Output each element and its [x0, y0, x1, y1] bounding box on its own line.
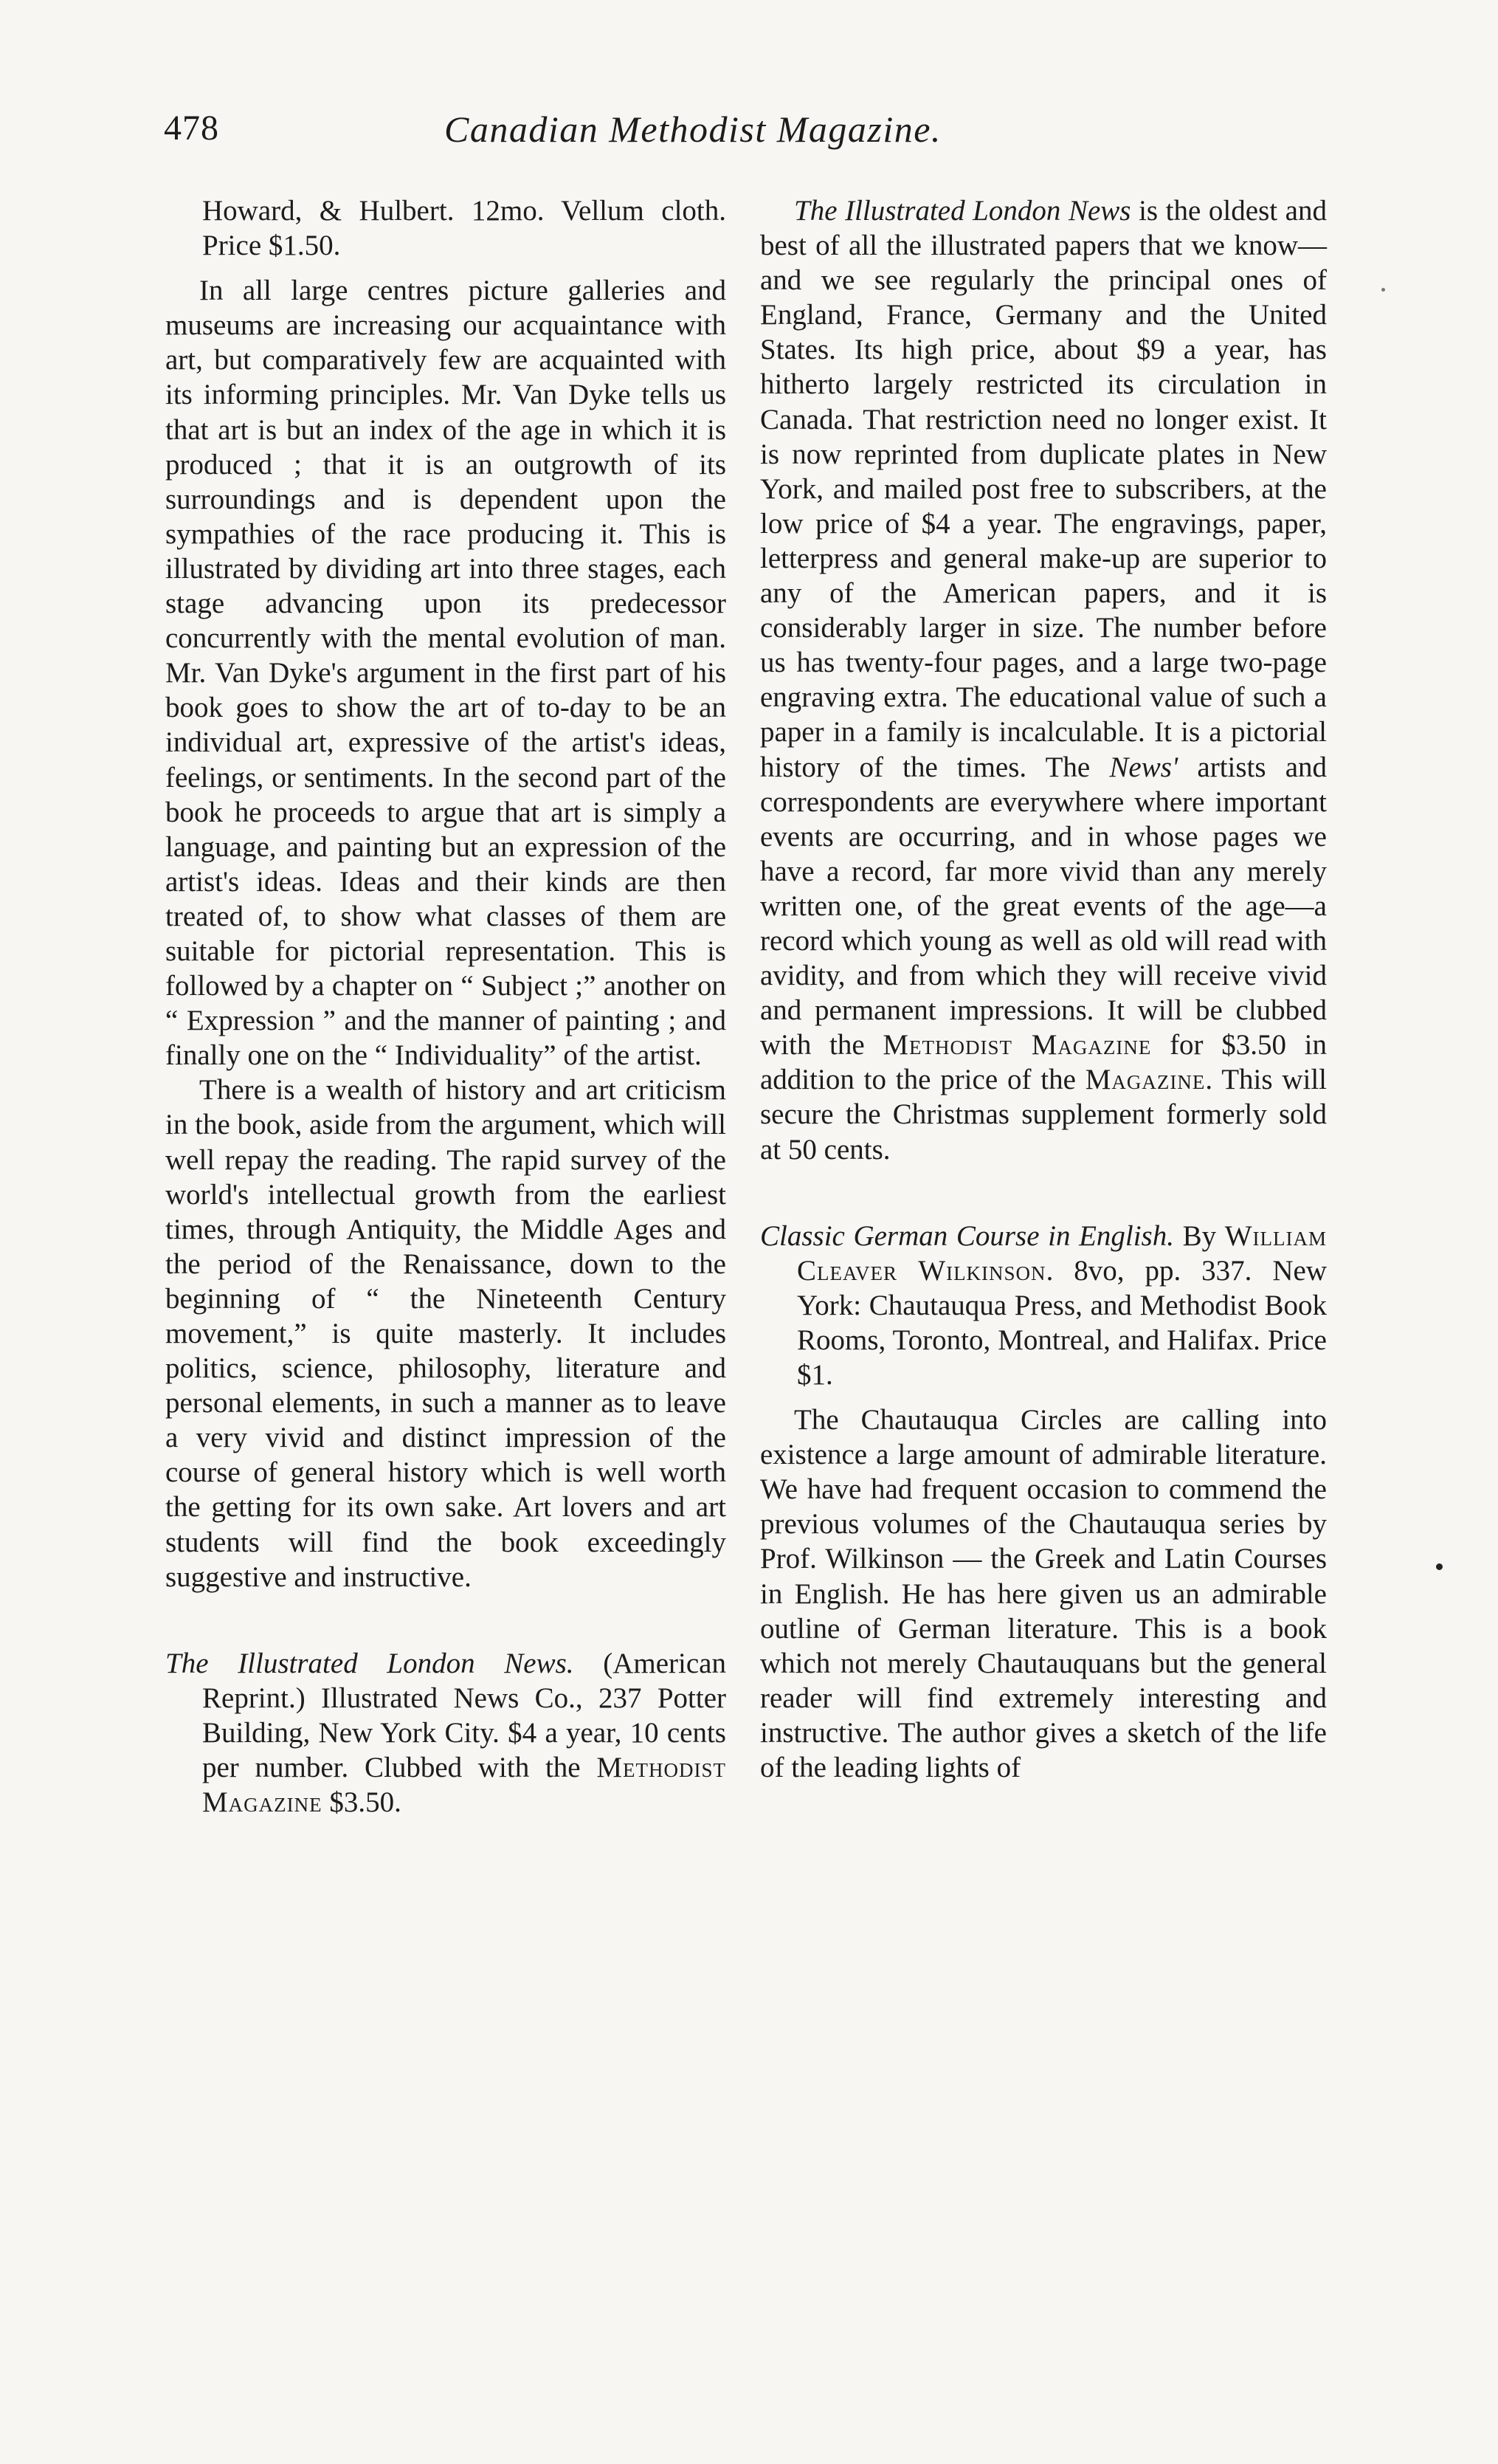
review-paragraph: In all large centres picture galleries and museums are increasing our acquaintance with art, but comparatively few are acquainted with its informing principles. Mr. Van Dyke tells us that art is but an index of the age in which it is produced ; that it is an outgrowth of its surroundings and is dependent upon the sympathies of the race producing it. This is illustrated by dividing art into three stages, each stage advancing upon its predecessor concurrently with the mental evolution of man. Mr. Van Dyke's argument in the first part of his book goes to show the art of to-day to be an individual art, expressive of the artist's ideas, feelings, or sentiments. In the second part of the book he proceeds to argue that art is simply a language, and painting but an expression of the artist's ideas. Ideas and their kinds are then treated of, to show what classes of them are suitable for pictorial representation. This is followed by a chapter on “ Subject ;” another on “ Expression ” and the manner of painting ; and finally one on the “ Individuality” of the artist.	[165, 275, 726, 1072]
review-price: $3.50.	[322, 1786, 401, 1819]
review-title: Classic German Course in English.	[760, 1219, 1174, 1252]
page-number: 478	[164, 109, 219, 148]
review-info: (American Reprint.) Illustrated News Co., 237 Potter Building, New York City. $4 a year, 10 cents per number. Clubbed with the	[202, 1647, 726, 1784]
review-author: William Cleaver Wilkinson	[797, 1219, 1327, 1287]
stray-dot	[1436, 1563, 1443, 1570]
review-heading: Classic German Course in English. By William Cleaver Wilkinson. 8vo, pp. 337. New York: Chautauqua Press, and Methodist Book Rooms, Toronto, Montreal, and Halifax. Price $1.	[760, 1219, 1328, 1391]
magazine-name: Methodist Magazine	[883, 1029, 1152, 1061]
right-column	[760, 193, 1327, 1785]
page-header	[164, 108, 1330, 159]
review-continuation: Howard, & Hulbert. 12mo. Vellum cloth. Price $1.50.	[202, 195, 726, 262]
review-title: The Illustrated London News.	[165, 1647, 574, 1679]
review-info: . 8vo, pp. 337. New York: Chautauqua Press, and Methodist Book Rooms, Toronto, Montreal, and Halifax. Price $1.	[797, 1254, 1328, 1391]
magazine-name-short: Magazine	[1085, 1064, 1206, 1096]
left-column	[165, 193, 726, 1820]
stray-dot	[1381, 288, 1385, 292]
publication-title-short: News'	[1109, 751, 1178, 783]
review-paragraph: There is a wealth of history and art criticism in the book, aside from the argument, which will well repay the reading. The rapid survey of the world's intellectual growth from the earliest times, through Antiquity, the Middle Ages and the period of the Renaissance, down to the beginning of “ the Nineteenth Century movement,” is quite masterly. It includes politics, science, philosophy, literature and personal elements, in such a manner as to leave a very vivid and distinct impression of the course of general history which is well worth the getting for its own sake. Art lovers and art students will find the book exceedingly suggestive and instructive.	[165, 1074, 726, 1593]
magazine-name: Methodist Magazine	[202, 1752, 726, 1819]
publication-title: The Illustrated London News	[794, 195, 1131, 227]
review-paragraph: The Chautauqua Circles are calling into existence a large amount of admirable literature. We have had frequent occasion to commend the previous volumes of the Chautauqua series by Prof. Wilkinson — the Greek and Latin Courses in English. He has here given us an admirable outline of German literature. This is a book which not merely Chautauquans but the general reader will find extremely interesting and instructive. The author gives a sketch of the life of the leading lights of	[760, 1404, 1327, 1784]
review-heading	[165, 1646, 726, 1820]
running-title: Canadian Methodist Magazine.	[444, 109, 942, 150]
review-paragraph: The Illustrated London News is the oldest and best of all the illustrated papers that we know—and we see regularly the principal ones of England, France, Germany and the United States. Its high price, about $9 a year, has hitherto largely restricted its circulation in Canada. That restriction need no longer exist. It is now reprinted from duplicate plates in New York, and mailed post free to subscribers, at the low price of $4 a year. The engravings, paper, letterpress and general make-up are superior to any of the American papers, and it is considerably larger in size. The number before us has twenty-four pages, and a large two-page engraving extra. The educational value of such a paper in a family is incalculable. It is a pictorial history of the times. The News' artists and correspondents are everywhere where important events are occurring, and in whose pages we have a record, far more vivid than any merely written one, of the great events of the age—a record which young as well as old will read with avidity, and from which they will receive vivid and permanent impressions. It will be clubbed with the Methodist Magazine for $3.50 in addition to the price of the Magazine. This will secure the Christmas supplement formerly sold at 50 cents.	[760, 195, 1328, 1166]
